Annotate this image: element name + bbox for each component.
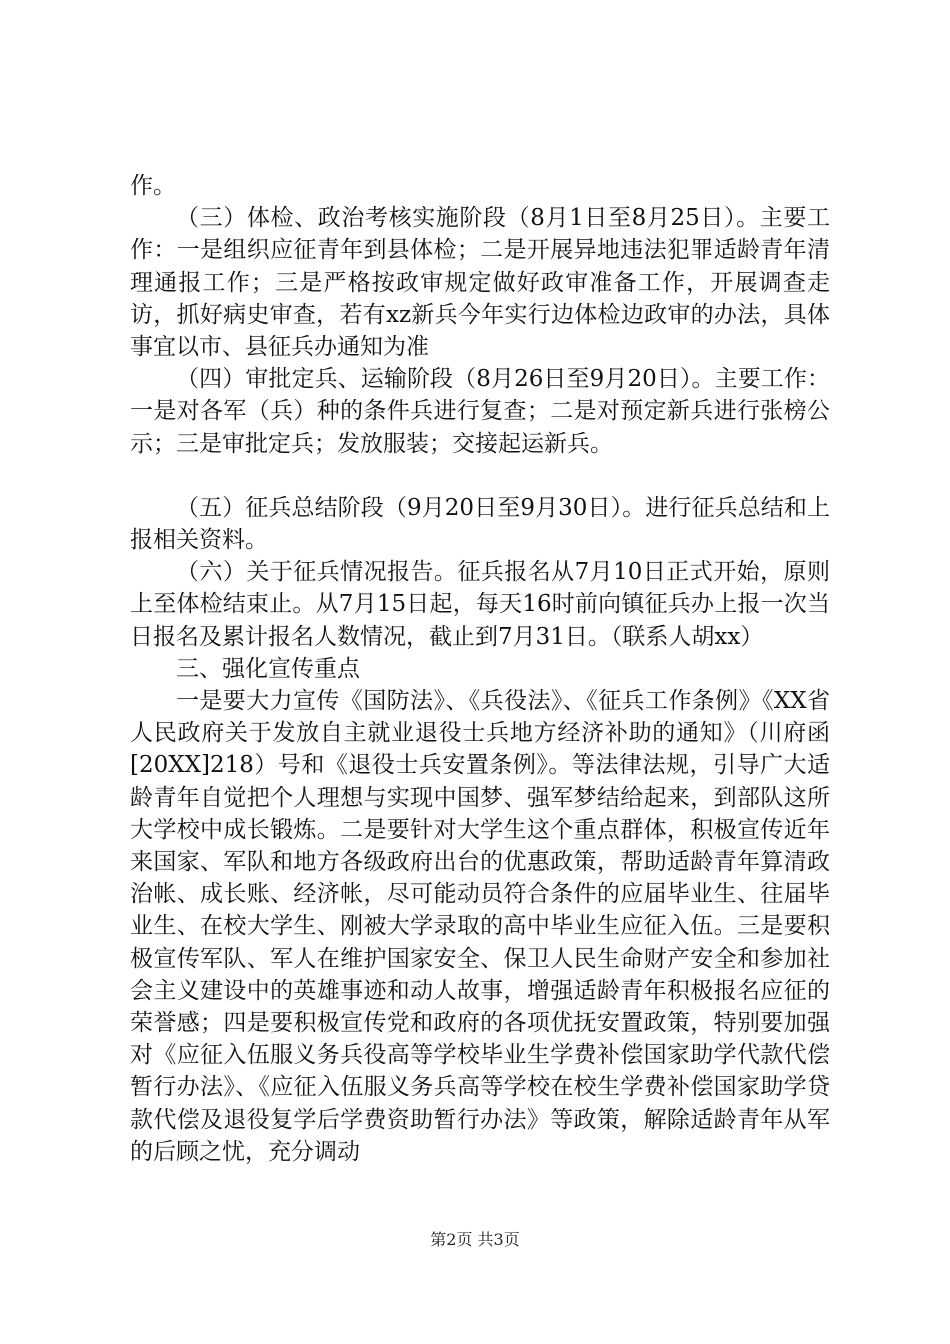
paragraph-stage-four: （四）审批定兵、运输阶段（8月26日至9月20日）。主要工作：一是对各军（兵）种的条件兵进行复查；二是对预定新兵进行张榜公示；三是审批定兵；发放服装；交接起运新兵。 [130, 366, 830, 457]
paragraph-stage-three: （三）体检、政治考核实施阶段（8月1日至8月25日）。主要工作：一是组织应征青年到县体检；二是开展异地违法犯罪适龄青年清理通报工作；三是严格按政审规定做好政审准备工作，开展调查走访，抓好病史审查，若有xz新兵今年实行边体检边政审的办法，具体事宜以市、县征兵办通知为准 [130, 205, 830, 361]
document-body [130, 170, 830, 1168]
paragraph-stage-five: （五）征兵总结阶段（9月20日至9月30日）。进行征兵总结和上报相关资料。 [130, 494, 830, 554]
paragraph-publicity-points: 一是要大力宣传《国防法》、《兵役法》、《征兵工作条例》《XX省人民政府关于发放自主就业退役士兵地方经济补助的通知》（川府函[20XX]218）号和《退役士兵安置条例》。等法律法规，引导广大适龄青年自觉把个人理想与实现中国梦、强军梦结给起来，到部队这所大学校中成长锻炼。二是要针对大学生这个重点群体，积极宣传近年来国家、军队和地方各级政府出台的优惠政策，帮助适龄青年算清政治帐、成长账、经济帐，尽可能动员符合条件的应届毕业生、往届毕业生、在校大学生、刚被大学录取的高中毕业生应征入伍。三是要积极宣传军队、军人在维护国家安全、保卫人民生命财产安全和参加社会主义建设中的英雄事迹和动人故事，增强适龄青年积极报名应征的荣誉感；四是要积极宣传党和政府的各项优抚安置政策，特别要加强对《应征入伍服义务兵役高等学校毕业生学费补偿国家助学代款代偿暂行办法》、《应征入伍服义务兵高等学校在校生学费补偿国家助学贷款代偿及退役复学后学费资助暂行办法》等政策，解除适龄青年从军的后顾之忧，充分调动 [130, 688, 830, 1165]
page-number-footer: 第2页 共3页 [430, 1230, 520, 1249]
section-heading-publicity: 三、强化宣传重点 [176, 655, 360, 682]
paragraph-continuation: 作。 [130, 173, 176, 199]
paragraph-stage-six: （六）关于征兵情况报告。征兵报名从7月10日正式开始，原则上至体检结束止。从7月15日起，每天16时前向镇征兵办上报一次当日报名及累计报名人数情况，截止到7月31日。（联系人胡xx） [130, 559, 830, 650]
paragraph-spacer [130, 460, 830, 492]
